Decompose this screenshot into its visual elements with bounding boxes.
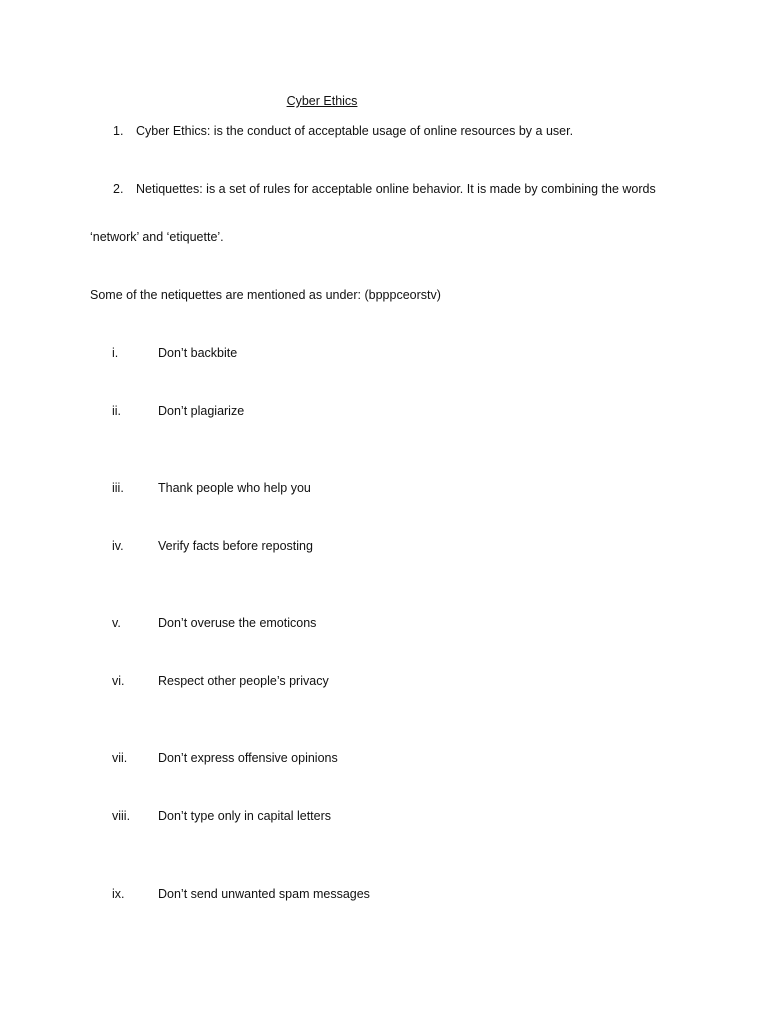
- definition-cyber-ethics: Cyber Ethics: is the conduct of acceptable usage of online resources by a user.: [136, 124, 574, 138]
- definition-continuation: ‘network’ and ‘etiquette’.: [90, 230, 224, 244]
- list-marker: iii.: [112, 481, 124, 495]
- list-item: Don’t backbite: [158, 346, 238, 360]
- list-item: Don’t express offensive opinions: [158, 751, 338, 765]
- list-item: Respect other people’s privacy: [158, 674, 329, 688]
- list-marker: v.: [112, 616, 121, 630]
- list-marker: i.: [112, 346, 119, 360]
- numbered-marker-1: 1.: [113, 124, 124, 138]
- list-item: Don’t send unwanted spam messages: [158, 887, 370, 901]
- list-item: Don’t overuse the emoticons: [158, 616, 317, 630]
- list-marker: ii.: [112, 404, 122, 418]
- list-marker: iv.: [112, 539, 124, 553]
- list-marker: viii.: [112, 809, 131, 823]
- list-marker: vii.: [112, 751, 128, 765]
- list-item: Verify facts before reposting: [158, 539, 313, 553]
- numbered-marker-2: 2.: [113, 182, 124, 196]
- list-item: Don’t type only in capital letters: [158, 809, 332, 823]
- intro-paragraph: Some of the netiquettes are mentioned as under: (bpppceorstv): [90, 288, 441, 302]
- list-marker: vi.: [112, 674, 125, 688]
- list-item: Don’t plagiarize: [158, 404, 245, 418]
- document-title: Cyber Ethics: [286, 94, 358, 108]
- list-item: Thank people who help you: [158, 481, 311, 495]
- list-marker: ix.: [112, 887, 125, 901]
- definition-netiquettes: Netiquettes: is a set of rules for acceptable online behavior. It is made by combining the words: [136, 182, 656, 196]
